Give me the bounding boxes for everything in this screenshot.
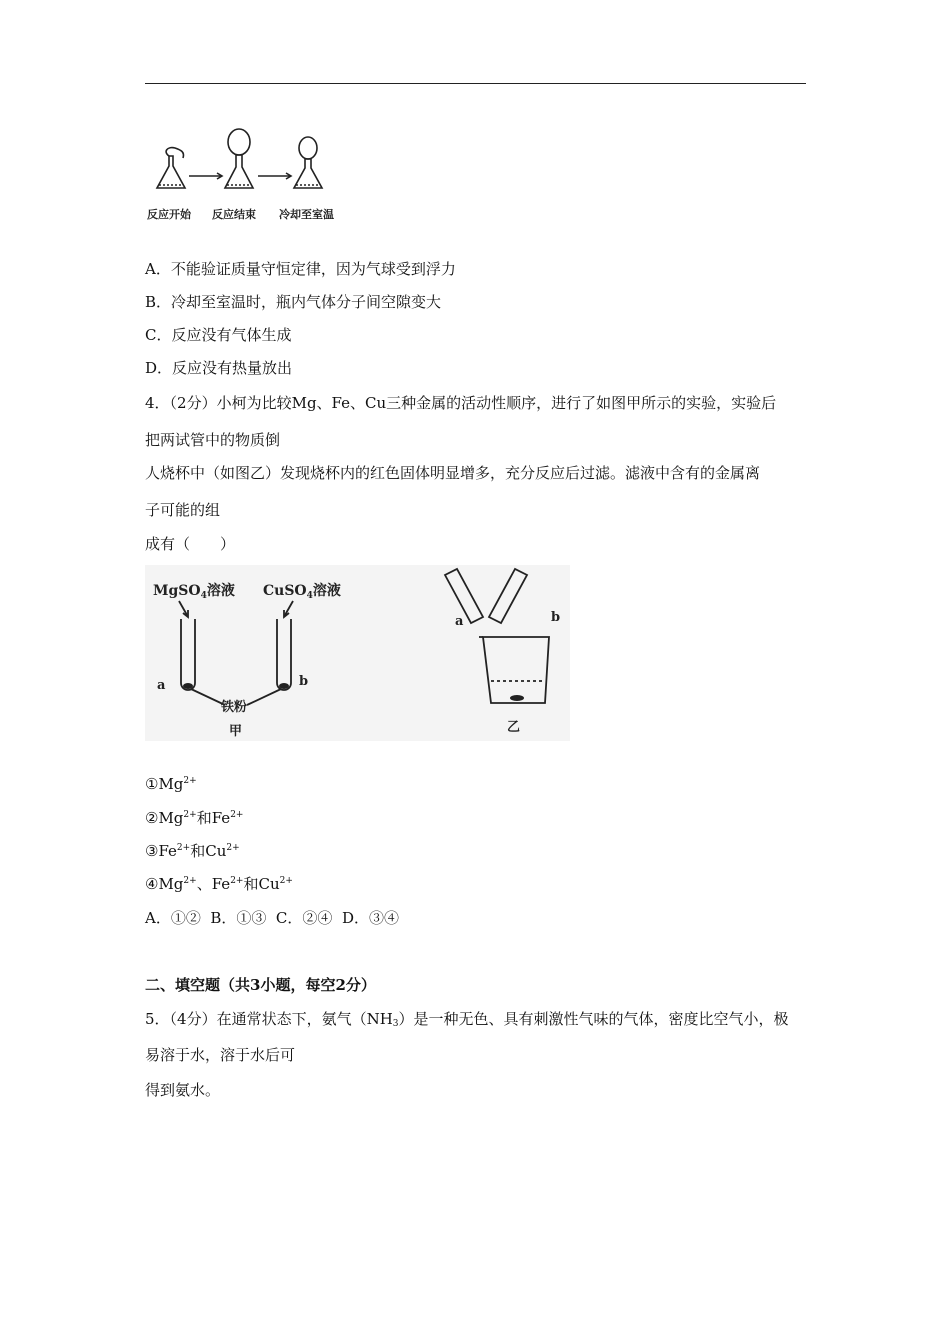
balloon-large — [228, 129, 250, 155]
ion-option-2: $②Mg^{2+}$和$Fe^{2+}$ — [145, 809, 244, 827]
ion-option-4: $④Mg^{2+}$、$Fe^{2+}$和$Cu^{2+}$ — [145, 875, 293, 893]
label-a-2: a — [455, 614, 464, 629]
label-b-2: b — [551, 610, 561, 625]
q3-option-a: A．不能验证质量守恒定律，因为气球受到浮力 — [145, 260, 456, 278]
q4-stem-line2: 把两试管中的物质倒 — [145, 431, 281, 449]
q4-stem-line1: 4．（2分）小柯为比较Mg、Fe、Cu三种金属的活动性顺序，进行了如图甲所示的实验，实验后 — [145, 394, 777, 412]
label-iron-powder: 铁粉 — [221, 700, 248, 715]
caption-start: 反应开始 — [147, 208, 191, 221]
q4-answer-options: A．①② B．①③ C．②④ D．③④ — [145, 909, 399, 927]
ion-option-3: $③Fe^{2+}$和$Cu^{2+}$ — [145, 842, 240, 860]
flask-start — [157, 156, 185, 188]
q3-option-b: B．冷却至室温时，瓶内气体分子间空隙变大 — [145, 293, 442, 311]
q3-option-c: C．反应没有气体生成 — [145, 326, 292, 344]
q4-stem-line4: 子可能的组 — [145, 501, 221, 519]
caption-end: 反应结束 — [212, 208, 256, 221]
q4-stem-line5: 成有（ ） — [145, 535, 236, 553]
test-tube-figure — [145, 565, 570, 741]
label-jia: 甲 — [229, 724, 243, 739]
section-heading-fill-in: 二、填空题（共3小题，每空2分） — [145, 976, 376, 994]
label-yi: 乙 — [507, 720, 521, 735]
label-cuso4: CuSO$_4$溶液 — [263, 583, 341, 601]
q5-stem-line1: 5．（4分）在通常状态下，氨气$(NH_3)$是一种无色、具有刺激性气味的气体，密度比空气小，极 — [145, 1010, 789, 1029]
q3-option-d: D．反应没有热量放出 — [145, 359, 293, 377]
flask-end — [225, 155, 253, 188]
balloon-small — [299, 137, 317, 159]
caption-cool: 冷却至室温 — [279, 208, 334, 221]
reaction-flask-figure — [145, 122, 345, 228]
q4-stem-line3: 人烧杯中（如图乙）发现烧杯内的红色固体明显增多，充分反应后过滤。滤液中含有的金属离 — [145, 464, 761, 482]
q5-stem-line3: 得到氨水。 — [145, 1081, 221, 1099]
flask-cooled — [294, 159, 322, 188]
label-a: a — [157, 678, 166, 693]
label-b: b — [299, 674, 309, 689]
ion-option-1: $①Mg^{2+}$ — [145, 775, 197, 793]
header-rule — [145, 83, 806, 84]
q5-stem-line2: 易溶于水，溶于水后可 — [145, 1046, 296, 1064]
label-mgso4: MgSO$_4$溶液 — [153, 583, 235, 601]
